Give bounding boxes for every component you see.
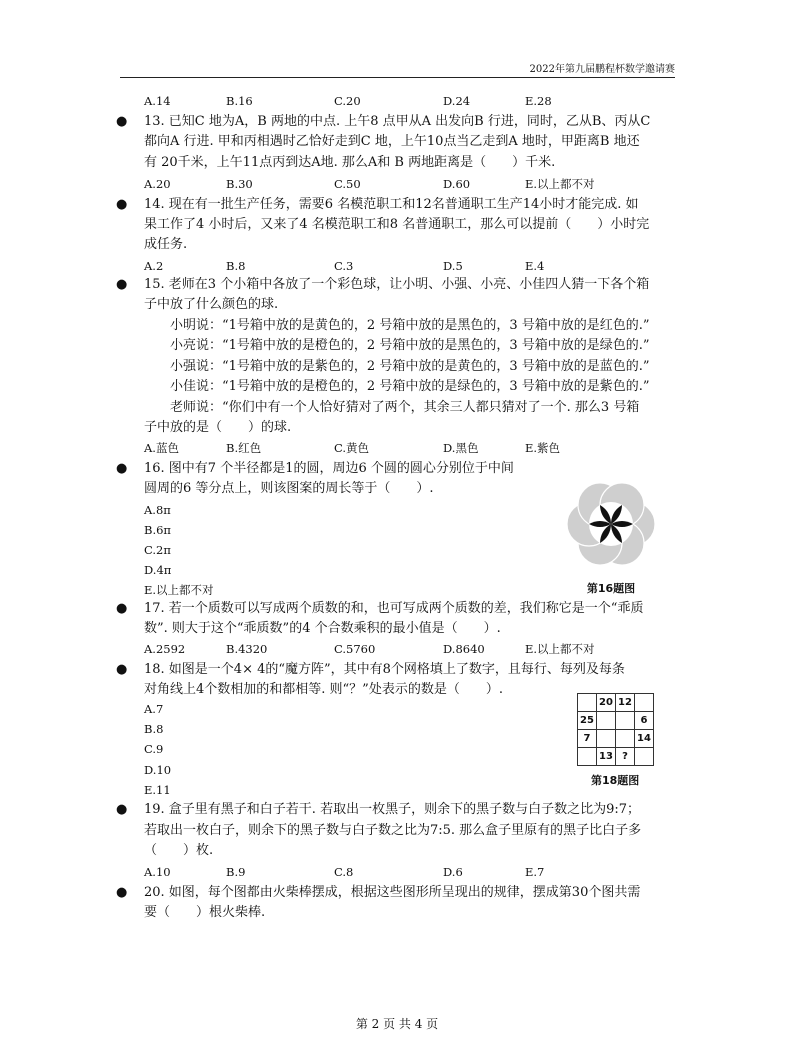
q15-quote-xiaoming: 小明说：“1号箱中放的是黄色的，2 号箱中放的是黑色的，3 号箱中放的是红色的.” [170, 318, 650, 333]
q12-option-b: B.16 [226, 94, 253, 108]
grid-cell [578, 694, 597, 712]
q15-option-a: A.蓝色 [144, 441, 179, 455]
q13-text-line: 有 20千米，上午11点丙到达A地. 那么A和 B 两地距离是（ ）千米. [144, 155, 556, 170]
q14-text-line: 14. 现在有一批生产任务，需要6 名模范职工和12名普通职工生产14小时才能完成. 如 [144, 197, 639, 212]
q12-option-e: E.28 [525, 94, 552, 108]
grid-cell: ? [616, 748, 635, 766]
grid-cell [616, 730, 635, 748]
q14-bullet: ● [116, 197, 128, 212]
q14-option-e: E.4 [525, 259, 545, 273]
q20-text-line: 20. 如图，每个图都由火柴棒摆成，根据这些图形所呈现出的规律，摆成第30个图共需 [144, 885, 641, 900]
q12-option-c: C.20 [334, 94, 361, 108]
q15-quote-xiaoqiang: 小强说：“1号箱中放的是紫色的，2 号箱中放的是黄色的，3 号箱中放的是蓝色的.” [170, 359, 650, 374]
q16-figure-caption: 第16题图 [586, 582, 636, 595]
q16-option-e: E.以上都不对 [144, 583, 214, 597]
q16-option-b: B.6π [144, 523, 171, 537]
exam-header-title: 2022年第九届鹏程杯数学邀请赛 [529, 64, 675, 75]
q14-option-b: B.8 [226, 259, 246, 273]
q18-option-b: B.8 [144, 722, 164, 736]
q14-text-line: 果工作了4 小时后，又来了4 名模范职工和8 名普通职工，那么可以提前（ ）小时完 [144, 217, 650, 232]
q13-text-line: 都向A 行进. 甲和丙相遇时乙恰好走到C 地，上午10点当乙走到A 地时，甲距离B 地还 [144, 134, 640, 149]
grid-cell: 6 [635, 712, 654, 730]
grid-row [578, 712, 654, 730]
q17-option-c: C.5760 [334, 642, 376, 656]
grid-row [578, 730, 654, 748]
q19-option-b: B.9 [226, 865, 246, 879]
q15-quote-xiaoliang: 小亮说：“1号箱中放的是橙色的，2 号箱中放的是黑色的，3 号箱中放的是绿色的.” [170, 338, 650, 353]
q20-text-line: 要（ ）根火柴棒. [144, 905, 266, 920]
q13-option-d: D.60 [443, 177, 471, 191]
q17-text-line: 17. 若一个质数可以写成两个质数的和，也可写成两个质数的差，我们称它是一个“乖质 [144, 601, 644, 616]
grid-cell [635, 694, 654, 712]
grid-cell [578, 748, 597, 766]
q16-text-line: 16. 图中有7 个半径都是1的圆，周边6 个圆的圆心分别位于中间 [144, 461, 514, 476]
magic-square-grid [577, 693, 654, 766]
q18-figure-caption: 第18题图 [591, 774, 640, 787]
q19-bullet: ● [116, 802, 128, 817]
q12-option-a: A.14 [144, 94, 171, 108]
q15-bullet: ● [116, 277, 128, 292]
q15-quote-xiaojia: 小佳说：“1号箱中放的是橙色的，2 号箱中放的是绿色的，3 号箱中放的是紫色的.” [170, 379, 650, 394]
q14-option-c: C.3 [334, 259, 354, 273]
grid-cell: 25 [578, 712, 597, 730]
q15-option-b: B.红色 [226, 441, 262, 455]
grid-cell: 7 [578, 730, 597, 748]
q16-option-d: D.4π [144, 563, 172, 577]
q19-text-line: 19. 盒子里有黑子和白子若干. 若取出一枚黑子，则余下的黑子数与白子数之比为9:7； [144, 802, 640, 817]
q13-option-c: C.50 [334, 177, 361, 191]
q17-option-d: D.8640 [443, 642, 485, 656]
grid-cell: 14 [635, 730, 654, 748]
q18-figure [577, 693, 661, 793]
q15-text-line: 子中放的是（ ）的球. [144, 420, 292, 435]
q20-bullet: ● [116, 885, 128, 900]
grid-cell [597, 730, 616, 748]
q13-text-line: 13. 已知C 地为A，B 两地的中点. 上午8 点甲从A 出发向B 行进，同时，乙从B、丙从C [144, 114, 651, 129]
q15-text-line: 子中放了什么颜色的球. [144, 297, 279, 312]
q16-option-c: C.2π [144, 543, 171, 557]
grid-row [578, 748, 654, 766]
q18-bullet: ● [116, 662, 128, 677]
q15-option-d: D.黑色 [443, 441, 479, 455]
q18-option-a: A.7 [144, 702, 164, 716]
q13-option-e: E.以上都不对 [525, 177, 595, 191]
q15-text-line: 15. 老师在3 个小箱中各放了一个彩色球，让小明、小强、小亮、小佳四人猜一下各个箱 [144, 277, 650, 292]
q18-text-line: 对角线上4个数相加的和都相等. 则“？”处表示的数是（ ）. [144, 682, 503, 697]
q13-option-b: B.30 [226, 177, 253, 191]
q16-text-line: 圆周的6 等分点上，则该图案的周长等于（ ）. [144, 481, 434, 496]
grid-cell: 12 [616, 694, 635, 712]
q14-option-a: A.2 [144, 259, 164, 273]
grid-cell: 20 [597, 694, 616, 712]
q18-option-c: C.9 [144, 742, 164, 756]
grid-row [578, 694, 654, 712]
q17-option-e: E.以上都不对 [525, 642, 595, 656]
q12-option-d: D.24 [443, 94, 471, 108]
q14-option-d: D.5 [443, 259, 463, 273]
grid-cell [616, 712, 635, 730]
q16-bullet: ● [116, 461, 128, 476]
q15-option-c: C.黄色 [334, 441, 370, 455]
grid-cell [597, 712, 616, 730]
q13-bullet: ● [116, 114, 128, 129]
q19-text-line: 若取出一枚白子，则余下的黑子数与白子数之比为7:5. 那么盒子里原有的黑子比白子多 [144, 823, 642, 838]
page-number-footer: 第 2 页 共 4 页 [355, 1017, 439, 1031]
q14-text-line: 成任务. [144, 237, 188, 252]
header-divider [120, 77, 675, 78]
q17-bullet: ● [116, 601, 128, 616]
q18-option-d: D.10 [144, 763, 172, 777]
q19-option-c: C.8 [334, 865, 354, 879]
q15-option-e: E.紫色 [525, 441, 561, 455]
q16-option-a: A.8π [144, 503, 171, 517]
q19-option-d: D.6 [443, 865, 463, 879]
grid-cell [635, 748, 654, 766]
q17-option-b: B.4320 [226, 642, 268, 656]
q17-text-line: 数”. 则大于这个“乖质数”的4 个合数乘积的最小值是（ ）. [144, 621, 501, 636]
q19-text-line: （ ）枚. [144, 843, 214, 858]
q17-option-a: A.2592 [144, 642, 186, 656]
q18-text-line: 18. 如图是一个4× 4的“魔方阵”，其中有8个网格填上了数字，且每行、每列及每条 [144, 662, 625, 677]
q19-option-a: A.10 [144, 865, 171, 879]
q15-quote-teacher: 老师说：“你们中有一个人恰好猜对了两个，其余三人都只猜对了一个. 那么3 号箱 [170, 400, 640, 415]
q16-figure [564, 476, 658, 596]
q18-option-e: E.11 [144, 783, 171, 797]
q13-option-a: A.20 [144, 177, 171, 191]
grid-cell: 13 [597, 748, 616, 766]
seven-circles-diagram [564, 476, 658, 572]
q19-option-e: E.7 [525, 865, 545, 879]
